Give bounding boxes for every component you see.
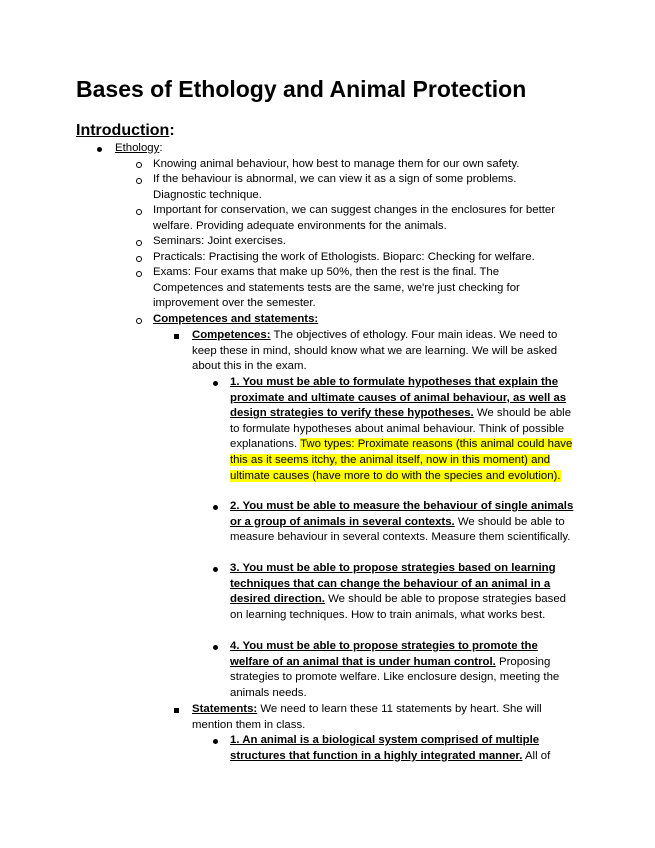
bullet-ring xyxy=(136,240,142,246)
statements-label: Statements: xyxy=(192,703,258,715)
competences-text: The objectives of ethology. Four main ideas. We need to keep these in mind, should know what we are learning. We will be asked about this in the exam. xyxy=(192,329,558,373)
ethology-colon: : xyxy=(159,142,163,154)
competence-highlight: Two types: Proximate reasons (this animal could have this as it seems itchy, the animal itself, now in this moment) and ultimate causes (have more to do with the species and evolution). xyxy=(230,438,573,482)
competence-bold: 3. You must be able to propose strategies based on learning techniques that can change the behaviour of an animal in a desired direction. xyxy=(230,562,556,606)
competence-item xyxy=(230,499,575,546)
point-item: If the behaviour is abnormal, we can view it as a sign of some problems. Diagnostic technique. xyxy=(153,173,517,201)
bullet-dot xyxy=(213,567,218,572)
point-item: Practicals: Practising the work of Ethologists. Bioparc: Checking for welfare. xyxy=(153,251,535,263)
section-heading xyxy=(76,120,175,142)
bullet-dot xyxy=(213,739,218,744)
comp-statements-heading: Competences and statements: xyxy=(153,313,319,325)
bullet-ring xyxy=(136,209,142,215)
statement-item xyxy=(230,733,575,764)
bullet-ring xyxy=(136,271,142,277)
bullet-dot xyxy=(213,381,218,386)
point-item: Important for conservation, we can suggest changes in the enclosures for better welfare. Providing adequate environments for the animals. xyxy=(153,204,556,232)
statements-text: We need to learn these 11 statements by heart. She will mention them in class. xyxy=(192,703,542,731)
bullet-ring xyxy=(136,178,142,184)
competence-item xyxy=(230,561,575,623)
bullet-dot xyxy=(213,505,218,510)
bullet-square xyxy=(174,334,179,339)
competence-item xyxy=(230,375,578,484)
document-title: Bases of Ethology and Animal Protection xyxy=(76,76,527,102)
competence-bold: 2. You must be able to measure the behaviour of single animals or a group of animals in several contexts. xyxy=(230,500,574,528)
competence-bold: 1. You must be able to formulate hypotheses that explain the proximate and ultimate causes of animal behaviour, as well as design strategies to verify these hypotheses. xyxy=(230,376,567,420)
point-item: Knowing animal behaviour, how best to manage them for our own safety. xyxy=(153,158,520,170)
competence-text: We should be able to formulate hypotheses about animal behaviour. Think of possible explanations. xyxy=(230,407,572,451)
bullet-square xyxy=(174,708,179,713)
bullet-ring xyxy=(136,256,142,262)
competences-label: Competences: xyxy=(192,329,271,341)
statement-bold: 1. An animal is a biological system comprised of multiple structures that function in a highly integrated manner. xyxy=(230,734,540,762)
section-heading-label: Introduction xyxy=(76,122,170,139)
section-heading-colon: : xyxy=(169,122,175,139)
statement-text: All of xyxy=(522,749,551,762)
ethology-label: Ethology xyxy=(115,142,160,154)
bullet-ring xyxy=(136,318,142,324)
bullet-dot xyxy=(97,147,102,152)
competence-text: Proposing strategies to promote welfare. Like enclosure design, meeting the animals needs. xyxy=(230,655,560,699)
competence-text: We should be able to propose strategies based on learning techniques. How to train animals, what works best. xyxy=(230,593,567,621)
statements-item xyxy=(192,702,567,733)
point-item: Exams: Four exams that make up 50%, then the rest is the final. The Competences and statements tests are the same, we're just checking for improvement over the semester. xyxy=(153,266,520,310)
bullet-ring xyxy=(136,162,142,168)
competence-text: We should be able to measure behaviour in several contexts. Measure them scientifically. xyxy=(230,515,571,544)
ethology-item xyxy=(115,141,595,157)
competence-item xyxy=(230,639,578,701)
point-item: Seminars: Joint exercises. xyxy=(153,235,286,247)
competences-item xyxy=(192,328,577,375)
competence-bold: 4. You must be able to propose strategies to promote the welfare of an animal that is under human control. xyxy=(230,640,538,668)
bullet-dot xyxy=(213,645,218,650)
